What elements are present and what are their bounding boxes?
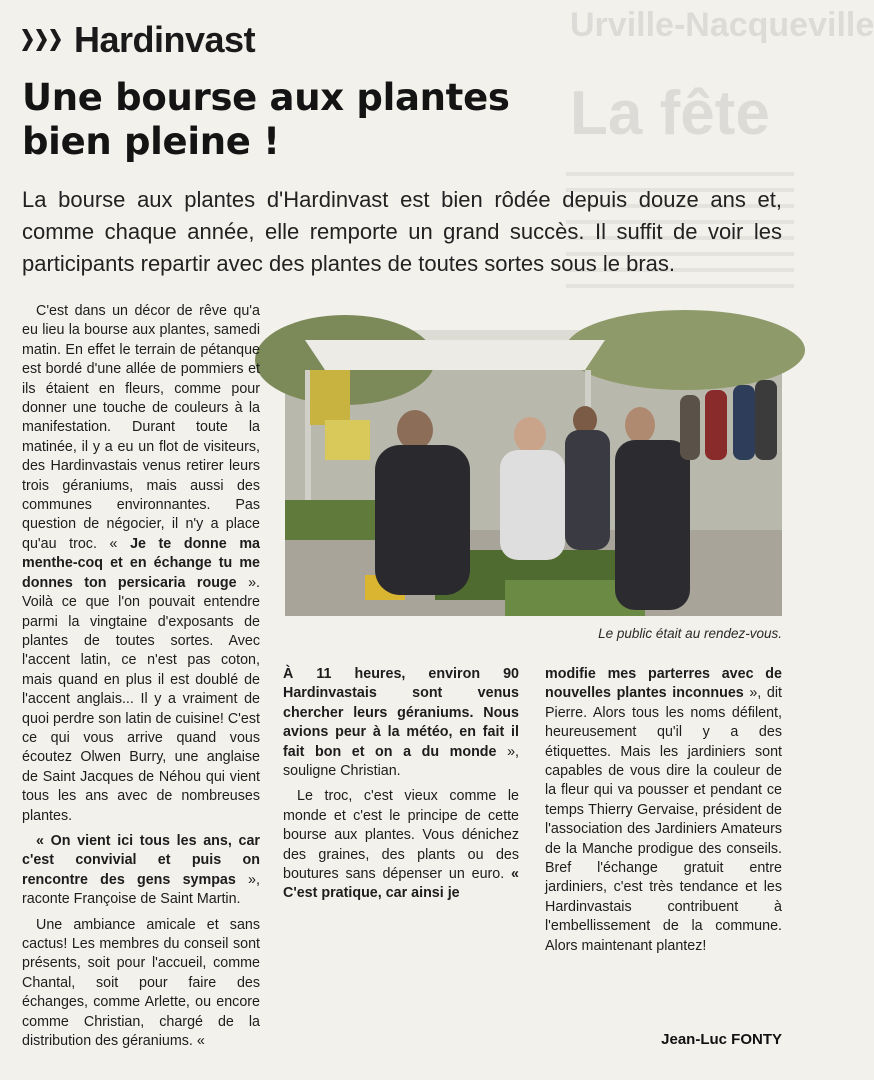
author-signature: Jean-Luc FONTY xyxy=(661,1031,782,1048)
neighbor-headline: La fête xyxy=(570,79,770,148)
headline: Une bourse aux plantes bien pleine ! xyxy=(22,76,510,163)
body-paragraph-continued: À 11 heures, environ 90 Hardinvastais sont venus chercher leurs géraniums. Nous avions peur à la météo, en fait il fait bon et on a du monde », souligne Christian. xyxy=(283,666,520,780)
article-column-3 xyxy=(545,665,782,956)
photo-caption: Le public était au rendez-vous. xyxy=(598,626,782,641)
body-paragraph-continued: modifie mes parterres avec de nouvelles plantes inconnues », dit Pierre. Alors tous les noms défilent, heureusement qu'il y a des étiquettes. Mais les jardiniers sont capables de vous dire la couleur de la fleur qui va pousser et pendant ce temps Thierry Gervaise, président de l'association des Jardiniers Amateurs de la Manche prodigue des conseils. Bref l'échange gratuit entre jardiniers, c'est très tendance et les Hardinvastais contribuent à l'embellissement de la commune. Alors maintenant plantez! xyxy=(545,666,782,954)
body-paragraph: Le troc, c'est vieux comme le monde et c'est le principe de cette bourse aux plantes. Vous dénichez des graines, des plants ou des boutures sans dépenser un euro. « C'est pratique, car ainsi je xyxy=(283,788,519,902)
body-paragraph: « On vient ici tous les ans, car c'est convivial et puis on rencontre des gens sympas », raconte Françoise de Saint Martin. xyxy=(22,832,260,908)
article-column-2 xyxy=(283,665,519,904)
lede: La bourse aux plantes d'Hardinvast est bien rôdée depuis douze ans et, comme chaque année, elle remporte un grand succès. Il suffit de voir les participants repartir avec des plantes de toutes sortes sous le bras. xyxy=(22,187,782,276)
body-paragraph: Une ambiance amicale et sans cactus! Les membres du conseil sont présents, soit pour l'accueil, comme Chantal, soit pour faire des échanges, comme Arlette, ou encore comme Christian, chargé de la distribution des géraniums. « xyxy=(22,916,260,1050)
neighbor-section-title: Urville-Nacqueville xyxy=(570,6,874,44)
section-header xyxy=(22,16,255,64)
article-photo xyxy=(285,330,782,616)
section-title: Hardinvast xyxy=(74,19,256,60)
body-paragraph: C'est dans un décor de rêve qu'a eu lieu la bourse aux plantes, samedi matin. En effet le terrain de pétanque est bordé d'une allée de pommiers et ils étaient en fleurs, comme pour donner une touche de couleurs à la manifestation. Durant toute la matinée, il y a eu un flot de visiteurs, des Hardinvastais venus retirer leurs trois géraniums, mais aussi des communes environnantes. Pas question de négocier, il n'y a place qu'au troc. « Je te donne ma menthe-coq et en échange tu me donnes ton persicaria rouge ». Voilà ce que l'on pouvait entendre parmi la vingtaine d'exposants de plantes de toutes sortes. Avec l'accent latin, ce n'est pas coton, mais quand en plus il est doublé de l'accent anglais... Il y a vraiment de quoi perdre son latin de cuisine! C'est ce qui vous arrive quand vous écoutez Olwen Burry, une anglaise de Saint Jacques de Néhou qui vient tous les ans avec de nombreuses plantes. xyxy=(22,303,260,824)
triple-chevron-icon xyxy=(22,29,64,51)
article-column-1 xyxy=(22,302,260,1051)
